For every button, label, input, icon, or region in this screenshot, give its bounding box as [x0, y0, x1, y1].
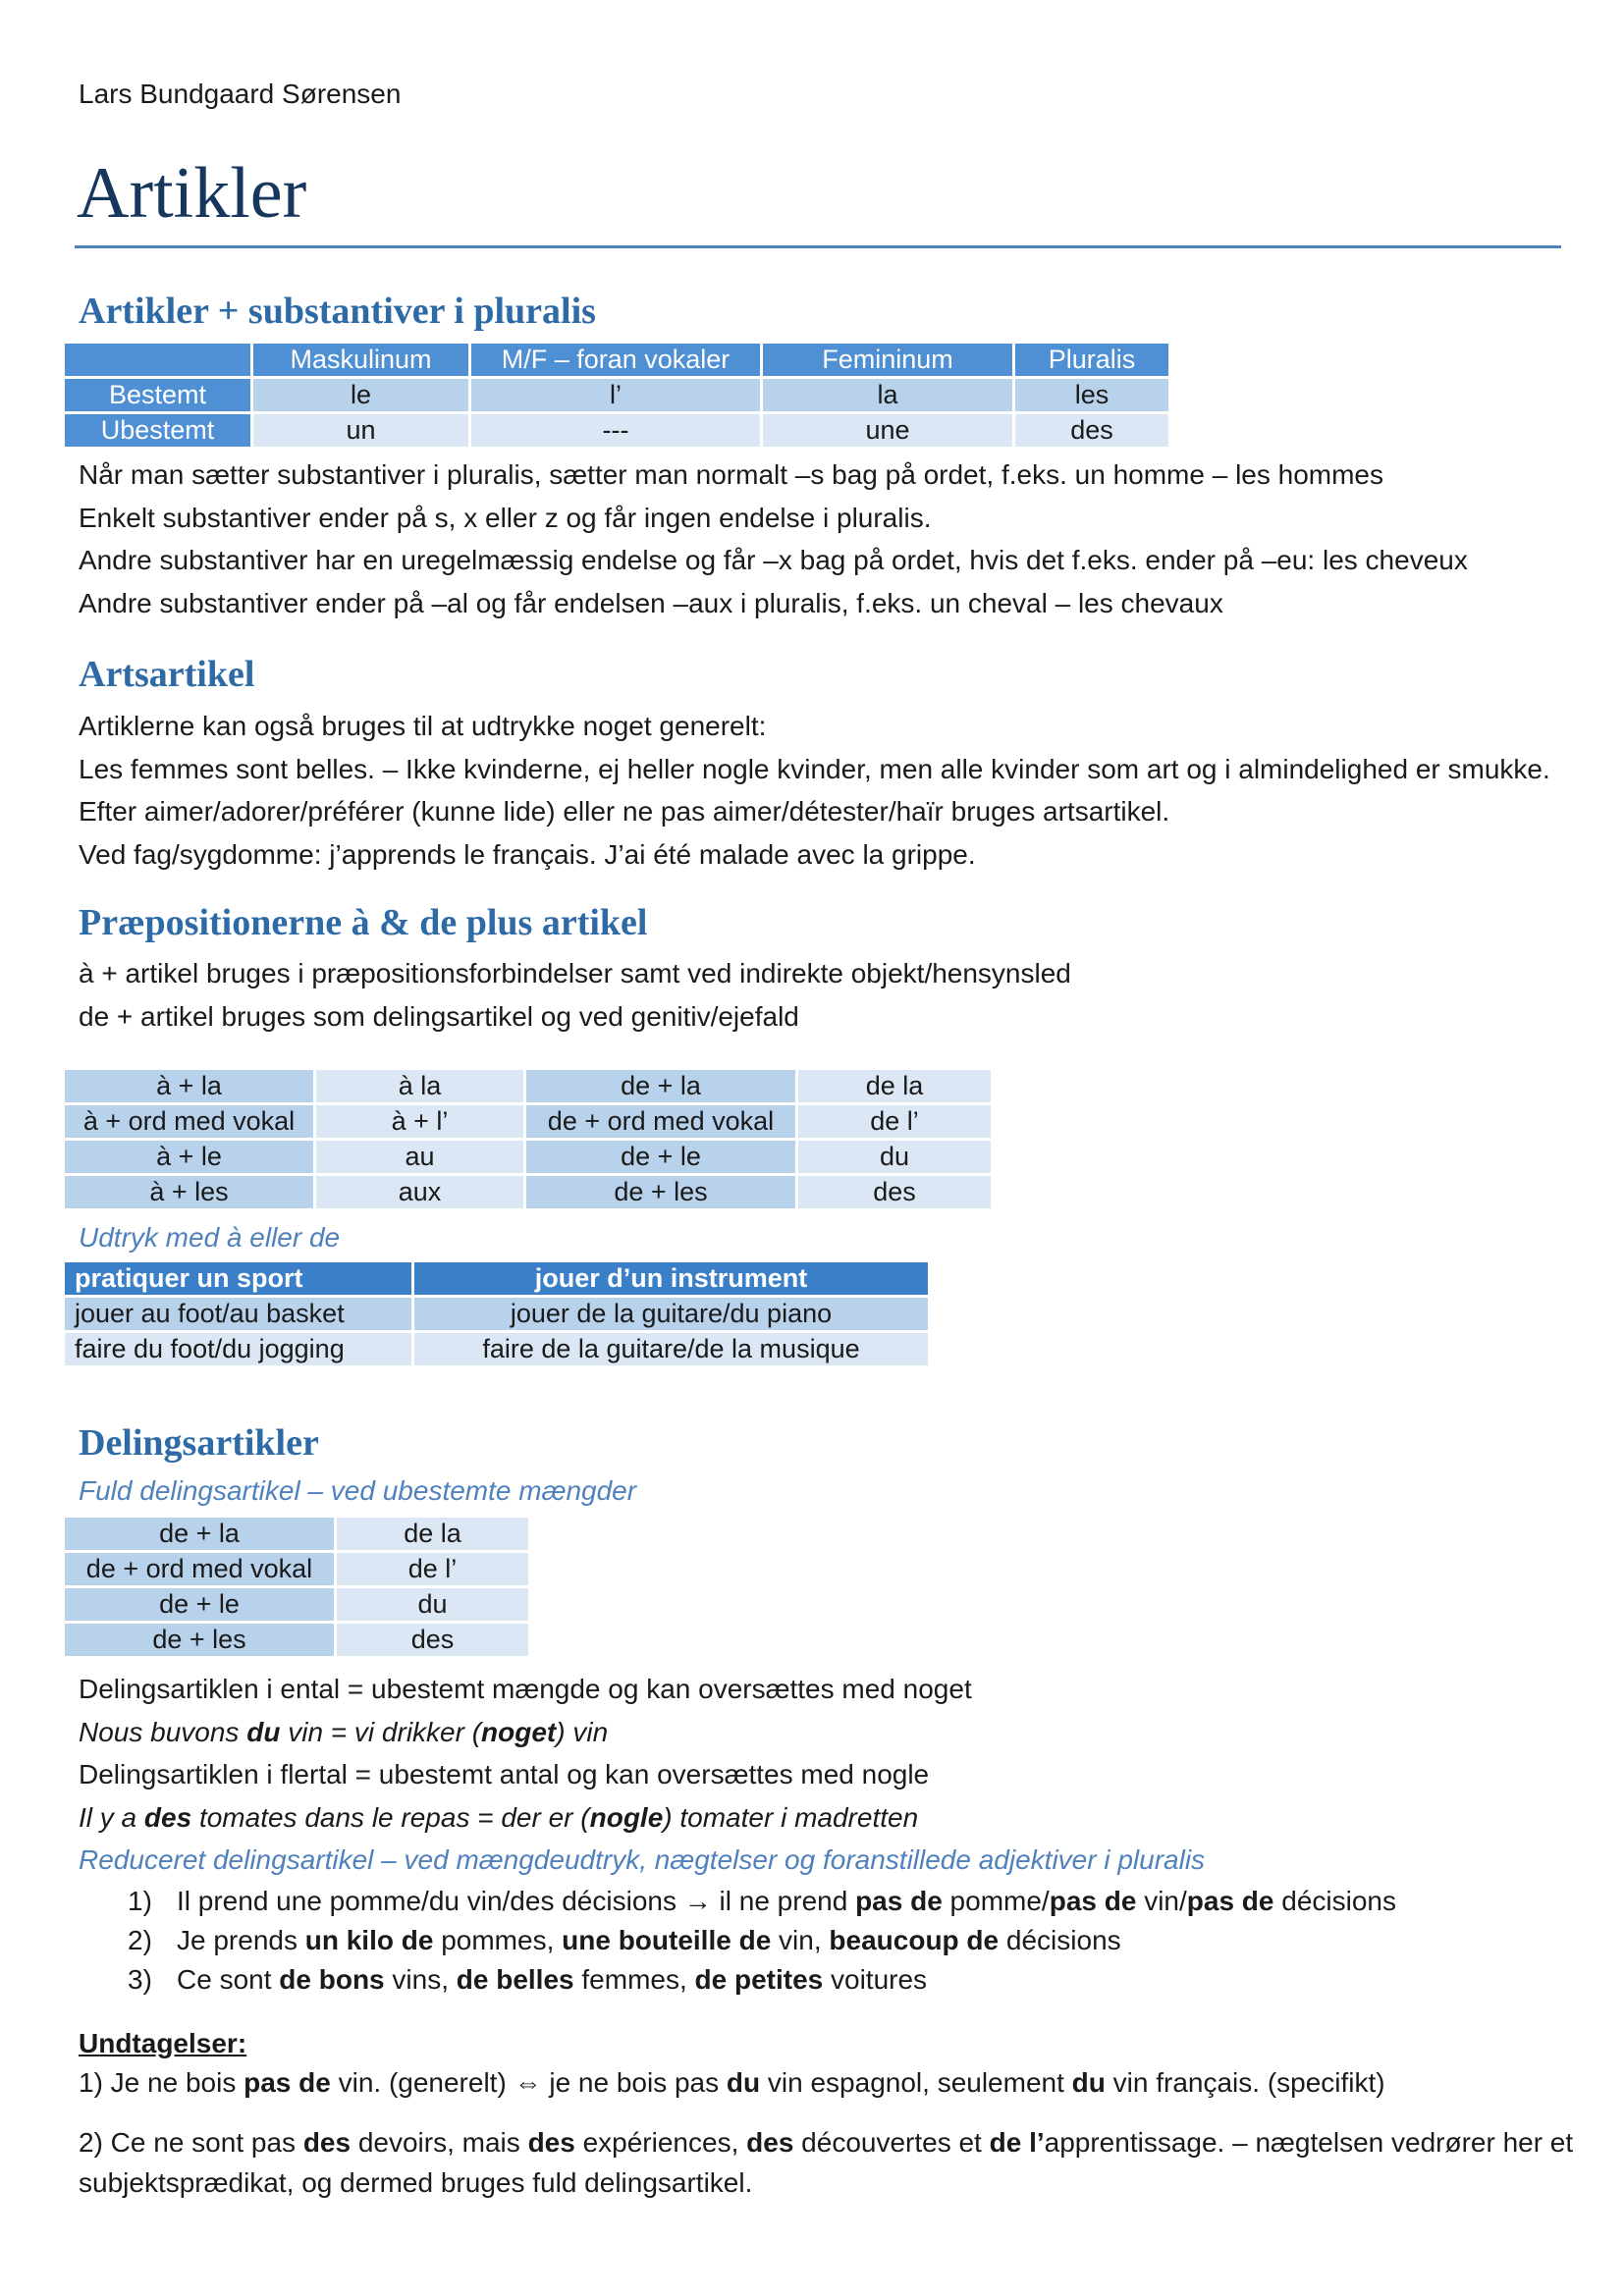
- list-number: 2): [128, 1925, 152, 1955]
- author-name: Lars Bundgaard Sørensen: [79, 79, 402, 109]
- partitive-table: [62, 1515, 531, 1659]
- text-line: subjektsprædikat, og dermed bruges fuld delingsartikel.: [79, 2167, 753, 2198]
- table-cell: l’: [471, 379, 760, 411]
- text-line: Artiklerne kan også bruges til at udtrykke noget generelt:: [79, 711, 767, 741]
- row-header: Bestemt: [65, 379, 250, 411]
- text-span: Il prend une pomme/du vin/des décisions: [177, 1886, 684, 1916]
- expressions-table: [62, 1259, 931, 1368]
- table-cell: faire du foot/du jogging: [65, 1333, 411, 1365]
- text-line: à + artikel bruges i præpositionsforbindelser samt ved indirekte objekt/hensynsled: [79, 958, 1071, 988]
- reduced-partitive-list: [79, 1882, 1396, 2000]
- expressions-subheading: Udtryk med à eller de: [79, 1222, 341, 1253]
- bold-span: beaucoup de: [829, 1925, 1000, 1955]
- table-cell: de + ord med vokal: [526, 1105, 795, 1138]
- table-cell: la: [763, 379, 1012, 411]
- text-span: Il y a: [79, 1801, 144, 1833]
- table-header-cell: M/F – foran vokaler: [471, 344, 760, 376]
- full-partitive-subheading: Fuld delingsartikel – ved ubestemte mængder: [79, 1475, 637, 1506]
- text-span: femmes,: [573, 1964, 695, 1995]
- table-cell: du: [798, 1141, 991, 1173]
- text-span: vin = vi drikker (: [280, 1716, 482, 1747]
- table-header-cell: [65, 344, 250, 376]
- table-cell: de + la: [65, 1518, 334, 1550]
- table-header-cell: jouer d’un instrument: [414, 1262, 928, 1295]
- bold-span: une bouteille de: [562, 1925, 772, 1955]
- left-right-arrow-icon: ⇔: [514, 2067, 542, 2098]
- prepositions-text: [79, 952, 1071, 1038]
- table-cell: de + le: [526, 1141, 795, 1173]
- table-cell: de + les: [65, 1624, 334, 1656]
- text-line: [79, 2122, 1573, 2163]
- table-cell: à + ord med vokal: [65, 1105, 313, 1138]
- text-span: tomates dans le repas = der er (: [191, 1801, 590, 1833]
- table-cell: de l’: [337, 1553, 528, 1585]
- table-cell: à + l’: [316, 1105, 523, 1138]
- table-cell: de l’: [798, 1105, 991, 1138]
- preposition-table: [62, 1067, 994, 1211]
- bold-span: noget: [481, 1716, 557, 1747]
- bold-span: du: [726, 2067, 761, 2098]
- text-span: vin,: [771, 1925, 830, 1955]
- text-span: vin français. (specifikt): [1105, 2067, 1385, 2098]
- bold-span: de belles: [456, 1964, 574, 1995]
- text-span: expériences,: [574, 2127, 747, 2158]
- text-span: ) tomater i madretten: [663, 1801, 919, 1833]
- list-number: 3): [128, 1964, 152, 1995]
- table-cell: de + le: [65, 1588, 334, 1621]
- bold-span: des: [746, 2127, 794, 2158]
- table-cell: jouer au foot/au basket: [65, 1298, 411, 1330]
- text-span: Je prends: [177, 1925, 305, 1955]
- bold-span: un kilo de: [304, 1925, 434, 1955]
- table-cell: jouer de la guitare/du piano: [414, 1298, 928, 1330]
- bold-span: pas de: [244, 2067, 331, 2098]
- text-span: découvertes et: [793, 2127, 990, 2158]
- bold-span: des: [143, 1801, 192, 1833]
- row-header: Ubestemt: [65, 414, 250, 447]
- section-heading-artsartikel: Artsartikel: [79, 654, 255, 695]
- list-number: 1): [128, 1886, 152, 1916]
- table-cell: le: [253, 379, 468, 411]
- table-cell: à la: [316, 1070, 523, 1102]
- text-span: décisions: [1273, 1886, 1396, 1916]
- example-line: [79, 1711, 1205, 1754]
- artsartikel-text: [79, 705, 1550, 876]
- table-cell: à + les: [65, 1176, 313, 1208]
- text-span: 2) Ce ne sont pas: [79, 2127, 303, 2158]
- list-item: [79, 1882, 1396, 1921]
- text-line: Når man sætter substantiver i pluralis, sætter man normalt –s bag på ordet, f.eks. un homme – les hommes: [79, 459, 1384, 490]
- table-cell: une: [763, 414, 1012, 447]
- plural-explanation: [79, 454, 1468, 624]
- text-line: Efter aimer/adorer/préférer (kunne lide) eller ne pas aimer/détester/haïr bruges artsartikel.: [79, 796, 1170, 827]
- text-span: pomme/: [942, 1886, 1050, 1916]
- text-line: Delingsartiklen i flertal = ubestemt antal og kan oversættes med nogle: [79, 1759, 930, 1789]
- text-line: Delingsartiklen i ental = ubestemt mængde og kan oversættes med noget: [79, 1674, 972, 1704]
- bold-span: de petites: [694, 1964, 824, 1995]
- bold-span: nogle: [589, 1801, 664, 1833]
- table-cell: de + les: [526, 1176, 795, 1208]
- reduced-partitive-subheading: Reduceret delingsartikel – ved mængdeudtryk, nægtelser og foranstillede adjektiver i pluralis: [79, 1844, 1206, 1875]
- table-header-cell: Pluralis: [1015, 344, 1168, 376]
- table-cell: un: [253, 414, 468, 447]
- text-line: Enkelt substantiver ender på s, x eller z og får ingen endelse i pluralis.: [79, 502, 932, 533]
- example-line: [79, 1796, 1205, 1840]
- table-cell: au: [316, 1141, 523, 1173]
- partitive-explanation: [79, 1668, 1205, 1882]
- text-span: vin/: [1136, 1886, 1187, 1916]
- text-span: apprentissage. – nægtelsen vedrører her et: [1044, 2127, 1574, 2158]
- table-cell: des: [1015, 414, 1168, 447]
- table-cell: du: [337, 1588, 528, 1621]
- text-span: voitures: [823, 1964, 928, 1995]
- text-line: Andre substantiver ender på –al og får endelsen –aux i pluralis, f.eks. un cheval – les chevaux: [79, 587, 1223, 618]
- text-span: pommes,: [433, 1925, 563, 1955]
- section-heading-delingsartikler: Delingsartikler: [79, 1422, 319, 1464]
- text-line: Les femmes sont belles. – Ikke kvinderne, ej heller nogle kvinder, men alle kvinder som art og i almindelighed er smukke.: [79, 753, 1550, 784]
- table-header-cell: Maskulinum: [253, 344, 468, 376]
- table-cell: des: [337, 1624, 528, 1656]
- text-span: vin espagnol, seulement: [760, 2067, 1072, 2098]
- bold-span: de bons: [279, 1964, 385, 1995]
- section-heading-plural: Artikler + substantiver i pluralis: [79, 291, 596, 332]
- text-span: je ne bois pas: [541, 2067, 727, 2098]
- text-span: vins,: [384, 1964, 457, 1995]
- bold-span: des: [527, 2127, 575, 2158]
- table-cell: les: [1015, 379, 1168, 411]
- articles-table: [62, 341, 1171, 450]
- text-span: Ce sont: [177, 1964, 280, 1995]
- text-line: Andre substantiver har en uregelmæssig endelse og får –x bag på ordet, hvis det f.eks. ender på –eu: les cheveux: [79, 545, 1468, 575]
- bold-span: des: [302, 2127, 352, 2158]
- bold-span: pas de: [1186, 1886, 1274, 1916]
- exceptions-heading: Undtagelser:: [79, 2028, 247, 2058]
- bold-span: du: [1071, 2067, 1106, 2098]
- table-cell: aux: [316, 1176, 523, 1208]
- text-span: 1) Je ne bois: [79, 2067, 244, 2098]
- table-cell: à + le: [65, 1141, 313, 1173]
- text-span: il ne prend: [711, 1886, 856, 1916]
- text-line: Ved fag/sygdomme: j’apprends le français. J’ai été malade avec la grippe.: [79, 838, 976, 870]
- text-line: de + artikel bruges som delingsartikel og ved genitiv/ejefald: [79, 1000, 799, 1032]
- text-span: Nous buvons: [79, 1716, 247, 1747]
- table-cell: faire de la guitare/de la musique: [414, 1333, 928, 1365]
- bold-span: de l’: [989, 2127, 1045, 2158]
- table-cell: des: [798, 1176, 991, 1208]
- bold-span: pas de: [855, 1886, 943, 1916]
- text-span: décisions: [999, 1925, 1121, 1955]
- table-header-cell: pratiquer un sport: [65, 1262, 411, 1295]
- bold-span: du: [246, 1716, 281, 1747]
- bold-span: pas de: [1049, 1886, 1137, 1916]
- exception-2: [79, 2122, 1573, 2203]
- table-cell: de la: [337, 1518, 528, 1550]
- exception-1: [79, 2061, 1385, 2105]
- text-span: ) vin: [556, 1716, 609, 1747]
- table-cell: de + ord med vokal: [65, 1553, 334, 1585]
- list-item: [79, 1960, 1396, 2000]
- table-cell: ---: [471, 414, 760, 447]
- arrow-right-icon: →: [683, 1886, 712, 1916]
- table-header-cell: Femininum: [763, 344, 1012, 376]
- text-span: devoirs, mais: [351, 2127, 528, 2158]
- page-title: Artikler: [77, 153, 307, 234]
- table-cell: de la: [798, 1070, 991, 1102]
- list-item: [79, 1921, 1396, 1960]
- table-cell: de + la: [526, 1070, 795, 1102]
- text-span: vin. (generelt): [330, 2067, 514, 2098]
- table-cell: à + la: [65, 1070, 313, 1102]
- section-heading-prepositions: Præpositionerne à & de plus artikel: [79, 902, 648, 943]
- title-divider: [75, 245, 1561, 248]
